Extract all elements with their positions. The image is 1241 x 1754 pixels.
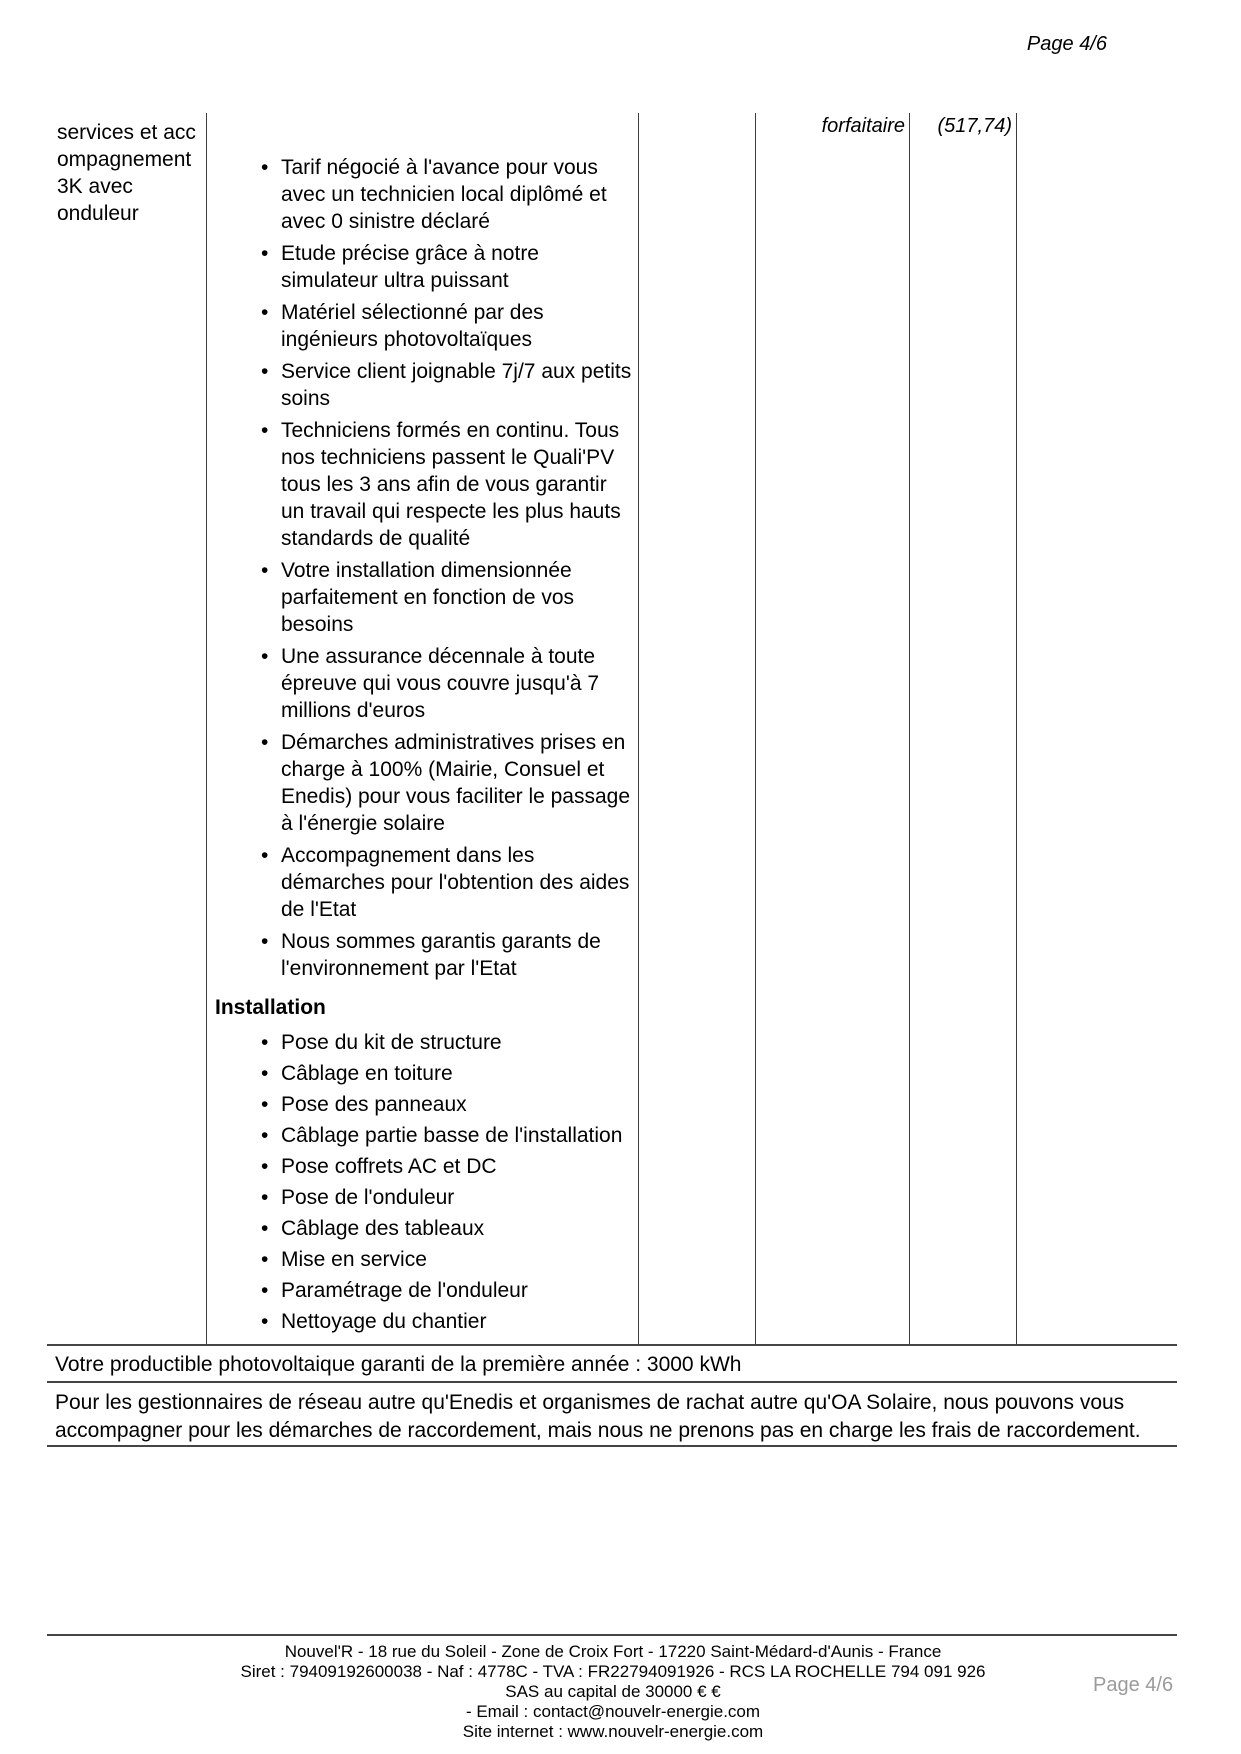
- grid-note-divider: [47, 1445, 1177, 1447]
- installation-list: [207, 1029, 638, 1335]
- footer-company-info: [50, 1642, 1176, 1742]
- productible-note: Votre productible photovoltaique garanti de la première année : 3000 kWh: [55, 1353, 742, 1376]
- item-description-cell: [207, 113, 639, 1344]
- installation-step-item: • Câblage partie basse de l'installation: [281, 1122, 635, 1149]
- installation-step-item: • Nettoyage du chantier: [281, 1308, 635, 1335]
- amount-value: (517,74): [937, 115, 1012, 137]
- quote-table: [45, 113, 1017, 1344]
- installation-step-item: • Paramétrage de l'onduleur: [281, 1277, 635, 1304]
- service-feature-item: • Nous sommes garantis garants de l'environnement par l'Etat: [281, 928, 635, 982]
- installation-step-item: • Câblage des tableaux: [281, 1215, 635, 1242]
- grid-operator-note-line: Pour les gestionnaires de réseau autre qu'Enedis et organismes de rachat autre qu'OA Solaire, nous pouvons vous: [55, 1391, 1125, 1414]
- services-list: [207, 154, 638, 982]
- item-label-cell: [45, 113, 207, 1344]
- unit-cell: [756, 113, 910, 1344]
- quantity-cell: [639, 113, 756, 1344]
- unit-value: forfaitaire: [821, 115, 905, 137]
- amount-cell: [910, 113, 1017, 1344]
- service-feature-item: • Une assurance décennale à toute épreuve qui vous couvre jusqu'à 7 millions d'euros: [281, 643, 635, 724]
- footer-line: Siret : 79409192600038 - Naf : 4778C - TVA : FR22794091926 - RCS LA ROCHELLE 794 091 926: [240, 1662, 986, 1681]
- service-feature-item: • Service client joignable 7j/7 aux petits soins: [281, 358, 635, 412]
- footer-divider: [47, 1634, 1177, 1636]
- item-label-line: services et acc: [57, 121, 196, 144]
- footer-line: Nouvel'R - 18 rue du Soleil - Zone de Croix Fort - 17220 Saint-Médard-d'Aunis - France: [284, 1642, 942, 1661]
- grid-operator-note: [55, 1389, 1155, 1444]
- installation-step-item: • Pose coffrets AC et DC: [281, 1153, 635, 1180]
- table-bottom-divider: [47, 1344, 1177, 1346]
- installation-step-item: • Pose de l'onduleur: [281, 1184, 635, 1211]
- page-number-bottom: Page 4/6: [1093, 1674, 1174, 1696]
- item-label-line: onduleur: [57, 202, 139, 225]
- footer-line: - Email : contact@nouvelr-energie.com: [465, 1702, 761, 1721]
- service-feature-item: • Démarches administratives prises en charge à 100% (Mairie, Consuel et Enedis) pour vous faciliter le passage à l'énergie solaire: [281, 729, 635, 837]
- item-label-line: 3K avec: [57, 175, 133, 198]
- footer-line: SAS au capital de 30000 € €: [505, 1682, 721, 1701]
- service-feature-item: • Matériel sélectionné par des ingénieurs photovoltaïques: [281, 299, 635, 353]
- installation-step-item: • Pose du kit de structure: [281, 1029, 635, 1056]
- installation-step-item: • Pose des panneaux: [281, 1091, 635, 1118]
- productible-note-divider: [47, 1381, 1177, 1383]
- footer-line: Site internet : www.nouvelr-energie.com: [462, 1722, 764, 1741]
- service-feature-item: • Tarif négocié à l'avance pour vous avec un technicien local diplômé et avec 0 sinistre déclaré: [281, 154, 635, 235]
- item-label-line: ompagnement: [57, 148, 192, 171]
- installation-heading: Installation: [215, 996, 326, 1019]
- installation-step-item: • Mise en service: [281, 1246, 635, 1273]
- service-feature-item: • Etude précise grâce à notre simulateur ultra puissant: [281, 240, 635, 294]
- grid-operator-note-line: accompagner pour les démarches de raccordement, mais nous ne prenons pas en charge les frais de raccordement.: [55, 1418, 1141, 1442]
- page-number-top: Page 4/6: [1026, 33, 1107, 55]
- item-label: [57, 119, 202, 227]
- service-feature-item: • Techniciens formés en continu. Tous nos techniciens passent le Quali'PV tous les 3 ans afin de vous garantir un travail qui respecte les plus hauts standards de qualité: [281, 417, 635, 552]
- service-feature-item: • Accompagnement dans les démarches pour l'obtention des aides de l'Etat: [281, 842, 635, 923]
- service-feature-item: • Votre installation dimensionnée parfaitement en fonction de vos besoins: [281, 557, 635, 638]
- installation-step-item: • Câblage en toiture: [281, 1060, 635, 1087]
